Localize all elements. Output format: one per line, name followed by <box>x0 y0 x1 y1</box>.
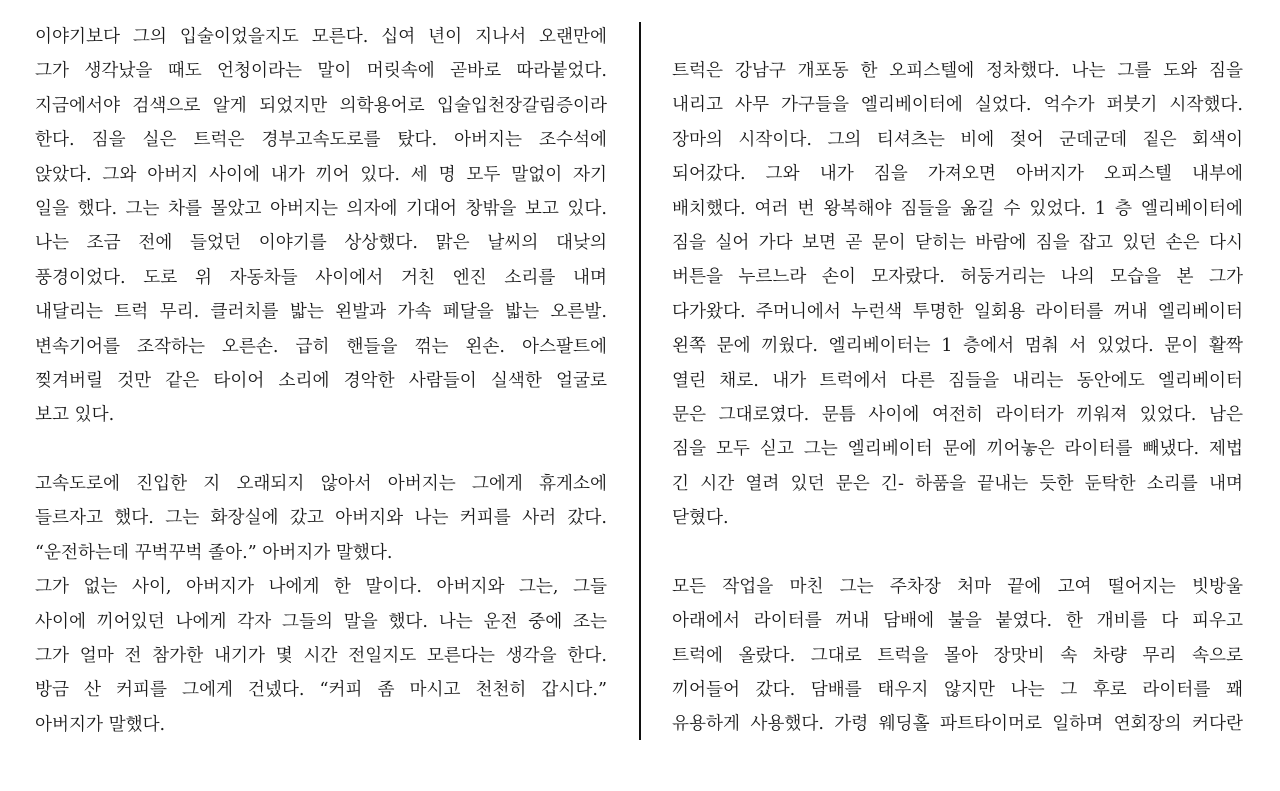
text-line: 찢겨버릴 것만 같은 타이어 소리에 경악한 사람들이 실색한 얼굴로 <box>35 370 607 391</box>
text-line: 다가왔다. 주머니에서 누런색 투명한 일회용 라이터를 꺼내 엘리베이터 <box>672 301 1243 322</box>
text-line: 그가 생각났을 때도 언청이라는 말이 머릿속에 곧바로 따라붙었다. <box>35 61 607 82</box>
text-line: 내달리는 트럭 무리. 클러치를 밟는 왼발과 가속 페달을 밟는 오른발. <box>35 302 607 323</box>
text-line: 풍경이었다. 도로 위 자동차들 사이에서 거친 엔진 소리를 내며 <box>35 267 607 288</box>
left-text-column <box>35 20 607 742</box>
text-line: 고속도로에 진입한 지 오래되지 않아서 아버지는 그에게 휴게소에 <box>35 474 607 495</box>
text-line: 보고 있다. <box>35 405 115 426</box>
text-line: 왼쪽 문에 끼웠다. 엘리베이터는 1 층에서 멈춰 서 있었다. 문이 활짝 <box>672 336 1243 357</box>
text-line: 그가 없는 사이, 아버지가 나에게 한 말이다. 아버지와 그는, 그들 <box>35 577 607 598</box>
text-line: 배치했다. 여러 번 왕복해야 짐들을 옮길 수 있었다. 1 층 엘리베이터에 <box>672 198 1243 219</box>
text-line: 짐을 모두 싣고 그는 엘리베이터 문에 끼어놓은 라이터를 빼냈다. 제법 <box>672 439 1243 460</box>
text-line: 변속기어를 조작하는 오른손. 급히 핸들을 꺾는 왼손. 아스팔트에 <box>35 336 607 357</box>
text-line: 긴 시간 열려 있던 문은 긴- 하품을 끝내는 듯한 둔탁한 소리를 내며 <box>672 473 1243 494</box>
text-line: 끼어들어 갔다. 담배를 태우지 않지만 나는 그 후로 라이터를 꽤 <box>672 680 1243 701</box>
text-line: 나는 조금 전에 들었던 이야기를 상상했다. 맑은 날씨의 대낮의 <box>35 233 607 254</box>
text-line: 한다. 짐을 실은 트럭은 경부고속도로를 탔다. 아버지는 조수석에 <box>35 130 607 151</box>
right-text-column <box>672 54 1243 742</box>
paragraph-gap <box>35 433 607 467</box>
text-line: 사이에 끼어있던 나에게 각자 그들의 말을 했다. 나는 운전 중에 조는 <box>35 611 607 632</box>
text-line: “운전하는데 꾸벅꾸벅 졸아.” 아버지가 말했다. <box>35 542 393 563</box>
text-line: 내리고 사무 가구들을 엘리베이터에 실었다. 억수가 퍼붓기 시작했다. <box>672 95 1243 116</box>
text-line: 앉았다. 그와 아버지 사이에 내가 끼어 있다. 세 명 모두 말없이 자기 <box>35 164 607 185</box>
text-line: 트럭에 올랐다. 그대로 트럭을 몰아 장맛비 속 차량 무리 속으로 <box>672 645 1243 666</box>
text-line: 지금에서야 검색으로 알게 되었지만 의학용어로 입술입천장갈림증이라 <box>35 95 607 116</box>
text-line: 짐을 실어 가다 보면 곧 문이 닫히는 바람에 짐을 잡고 있던 손은 다시 <box>672 232 1243 253</box>
text-line: 이야기보다 그의 입술이었을지도 모른다. 십여 년이 지나서 오랜만에 <box>35 27 607 47</box>
text-line: 열린 채로. 내가 트럭에서 다른 짐들을 내리는 동안에도 엘리베이터 <box>672 370 1243 391</box>
paragraph-gap <box>672 535 1243 569</box>
column-divider <box>639 22 641 740</box>
text-line: 아래에서 라이터를 꺼내 담배에 불을 붙였다. 한 개비를 다 피우고 <box>672 611 1243 632</box>
text-line: 모든 작업을 마친 그는 주차장 처마 끝에 고여 떨어지는 빗방울 <box>672 576 1243 597</box>
text-line: 장마의 시작이다. 그의 티셔츠는 비에 젖어 군데군데 짙은 회색이 <box>672 129 1243 150</box>
text-line: 아버지가 말했다. <box>35 714 166 735</box>
text-line: 버튼을 누르느라 손이 모자랐다. 허둥거리는 나의 모습을 본 그가 <box>672 267 1243 288</box>
text-line: 문은 그대로였다. 문틈 사이에 여전히 라이터가 끼워져 있었다. 남은 <box>672 404 1243 425</box>
text-line: 방금 산 커피를 그에게 건넸다. “커피 좀 마시고 천천히 갑시다.” <box>35 680 607 701</box>
text-line: 트럭은 강남구 개포동 한 오피스텔에 정차했다. 나는 그를 도와 짐을 <box>672 61 1243 81</box>
text-line: 유용하게 사용했다. 가령 웨딩홀 파트타이머로 일하며 연회장의 커다란 <box>672 714 1243 735</box>
text-line: 되어갔다. 그와 내가 짐을 가져오면 아버지가 오피스텔 내부에 <box>672 164 1243 185</box>
text-line: 들르자고 했다. 그는 화장실에 갔고 아버지와 나는 커피를 사러 갔다. <box>35 508 607 529</box>
text-line: 닫혔다. <box>672 508 729 529</box>
text-line: 일을 했다. 그는 차를 몰았고 아버지는 의자에 기대어 창밖을 보고 있다. <box>35 198 607 219</box>
text-line: 그가 얼마 전 참가한 내기가 몇 시간 전일지도 모른다는 생각을 한다. <box>35 646 607 667</box>
